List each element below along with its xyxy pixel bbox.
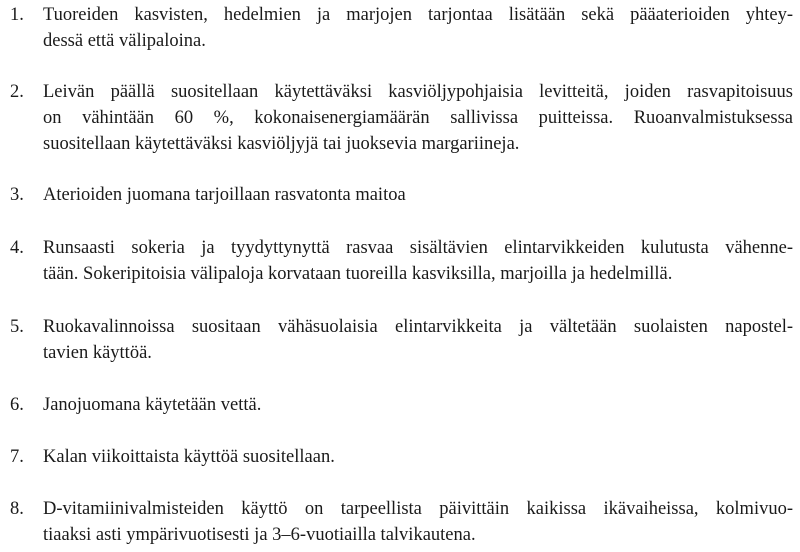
item-number: 2.	[10, 82, 24, 102]
text-line: Runsaasti sokeria ja tyydyttynyttä rasvaa sisältävien elintarvikkeiden kulutusta vähenne-	[43, 238, 793, 258]
text-line: tään. Sokeripitoisia välipaloja korvataan tuoreilla kasviksilla, marjoilla ja hedelmillä.	[43, 264, 673, 284]
item-text	[43, 235, 793, 287]
text-line: Aterioiden juomana tarjoillaan rasvatonta maitoa	[43, 185, 406, 205]
item-text	[43, 79, 793, 157]
text-line: D-vitamiinivalmisteiden käyttö on tarpeellista päivittäin kaikissa ikävaiheissa, kolmivuo-	[43, 499, 793, 519]
text-line: on vähintään 60 %, kokonaisenergiamäärän sallivissa puitteissa. Ruoanvalmistuksessa	[43, 108, 793, 128]
text-line: dessä että välipaloina.	[43, 31, 206, 51]
item-text	[43, 392, 793, 418]
text-line: tavien käyttöä.	[43, 343, 152, 363]
item-number: 1.	[10, 5, 24, 25]
item-text	[43, 182, 793, 208]
text-line: Leivän päällä suositellaan käytettäväksi kasviöljypohjaisia levitteitä, joiden rasvapitoisuus	[43, 82, 793, 102]
item-text	[43, 314, 793, 366]
item-number: 4.	[10, 238, 24, 258]
item-text	[43, 2, 793, 54]
text-line: Tuoreiden kasvisten, hedelmien ja marjojen tarjontaa lisätään sekä pääaterioiden yhtey-	[43, 5, 793, 25]
text-line: Kalan viikoittaista käyttöä suositellaan.	[43, 447, 335, 467]
item-number: 6.	[10, 395, 24, 415]
text-line: Janojuomana käytetään vettä.	[43, 395, 262, 415]
item-number: 7.	[10, 447, 24, 467]
item-text	[43, 496, 793, 548]
item-text	[43, 444, 793, 470]
item-number: 5.	[10, 317, 24, 337]
item-number: 8.	[10, 499, 24, 519]
item-number: 3.	[10, 185, 24, 205]
text-line: suositellaan käytettäväksi kasviöljyjä tai juoksevia margariineja.	[43, 134, 520, 154]
text-line: tiaaksi asti ympärivuotisesti ja 3–6-vuotiailla talvikautena.	[43, 525, 476, 545]
text-line: Ruokavalinnoissa suositaan vähäsuolaisia elintarvikkeita ja vältetään suolaisten napostel-	[43, 317, 793, 337]
